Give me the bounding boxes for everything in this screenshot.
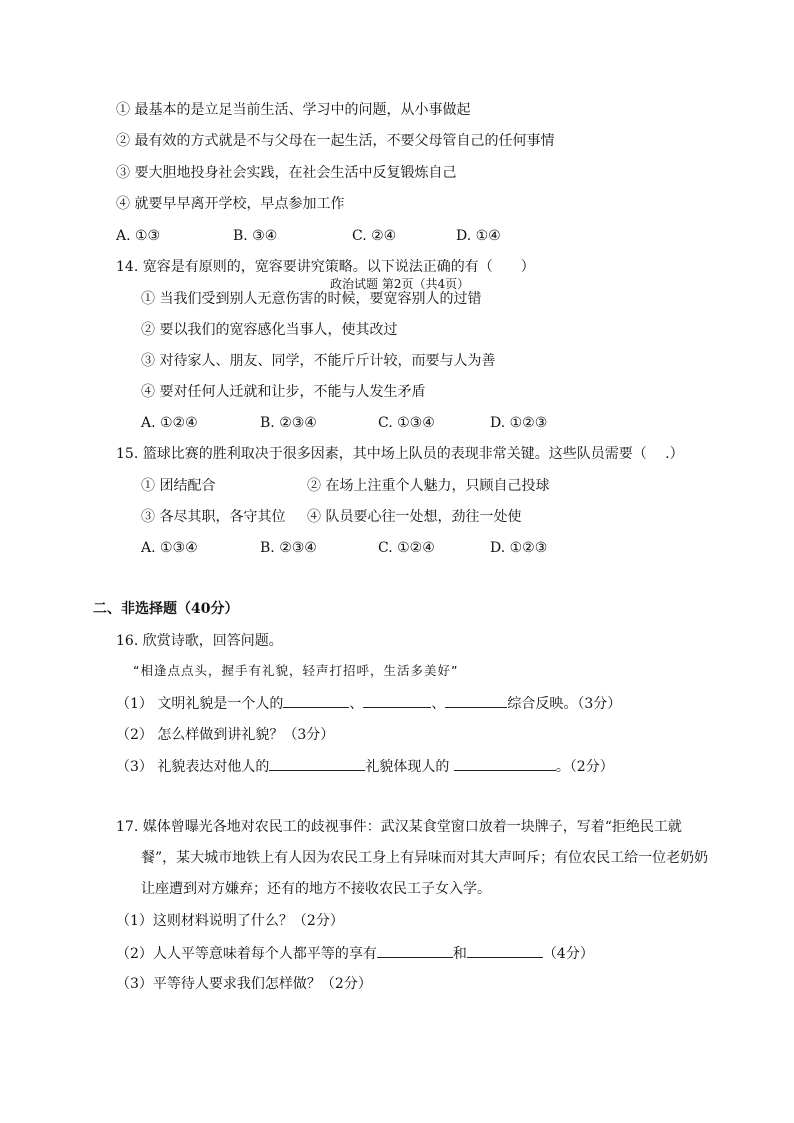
q14-choice-b: B. ②③④ — [260, 415, 317, 431]
q16-sub-2: （2） 怎么样做到讲礼貌？（3分） — [116, 727, 335, 743]
q14-statement-2: ② 要以我们的宽容感化当事人，使其改过 — [141, 322, 398, 338]
q15-statement-4: ④ 队员要心往一处想，劲往一处使 — [307, 509, 522, 525]
q17-sub-2: （2）人人平等意味着每个人都平等的享有 和 （4分） — [116, 943, 594, 964]
q16-sub-1: （1） 文明礼貌是一个人的 、 、 综合反映。（3分） — [116, 693, 621, 714]
q13-choice-a: A. ①③ — [116, 228, 161, 244]
page-footer: 政治试题 第2页（共4页） — [330, 277, 470, 291]
q13-choice-c: C. ②④ — [352, 228, 397, 244]
q13-statement-1: ① 最基本的是立足当前生活、学习中的问题，从小事做起 — [116, 102, 471, 118]
answer-blank[interactable] — [467, 943, 543, 958]
answer-blank[interactable] — [445, 693, 507, 708]
q15-statement-1: ① 团结配合 — [141, 478, 216, 494]
q13-statement-2: ② 最有效的方式就是不与父母在一起生活，不要父母管自己的任何事情 — [116, 133, 555, 149]
q15-choice-a: A. ①③④ — [141, 540, 198, 556]
q15-question: 15. 篮球比赛的胜利取决于很多因素，其中场上队员的表现非常关键。这些队员需要（ .） — [116, 446, 684, 462]
answer-blank[interactable] — [454, 756, 556, 771]
answer-blank[interactable] — [283, 693, 349, 708]
q14-choice-d: D. ①②③ — [490, 415, 548, 431]
q15-statement-2: ② 在场上注重个人魅力，只顾自己投球 — [307, 478, 550, 494]
q15-choice-d: D. ①②③ — [490, 540, 548, 556]
answer-blank[interactable] — [377, 943, 453, 958]
answer-blank[interactable] — [363, 693, 431, 708]
q14-choice-c: C. ①③④ — [378, 415, 435, 431]
q16-sub-3: （3） 礼貌表达对他人的 礼貌体现人的 。（2分） — [116, 756, 614, 777]
q13-choice-b: B. ③④ — [233, 228, 278, 244]
q15-choice-c: C. ①②④ — [378, 540, 435, 556]
q14-question: 14. 宽容是有原则的，宽容要讲究策略。以下说法正确的有（ ） — [116, 259, 535, 275]
section-heading: 二、非选择题（40分） — [93, 601, 239, 617]
q14-statement-3: ③ 对待家人、朋友、同学，不能斤斤计较，而要与人为善 — [141, 353, 496, 369]
q13-choice-d: D. ①④ — [456, 228, 501, 244]
answer-blank[interactable] — [269, 756, 365, 771]
q15-choice-b: B. ②③④ — [260, 540, 317, 556]
q13-statement-3: ③ 要大胆地投身社会实践，在社会生活中反复锻炼自己 — [116, 165, 457, 181]
q15-statement-3: ③ 各尽其职，各守其位 — [141, 509, 286, 525]
q14-choice-a: A. ①②④ — [141, 415, 198, 431]
q17-sub-3: （3）平等待人要求我们怎样做？（2分） — [116, 976, 372, 992]
q13-statement-4: ④ 就要早早离开学校，早点参加工作 — [116, 196, 345, 212]
q17-sub-1: （1）这则材料说明了什么？（2分） — [116, 913, 344, 929]
q14-statement-4: ④ 要对任何人迁就和让步，不能与人发生矛盾 — [141, 384, 426, 400]
q16-poem: “相逢点点头，握手有礼貌，轻声打招呼，生活多美好” — [133, 663, 459, 678]
q17-question-line-2: 餐”，某大城市地铁上有人因为农民工身上有异味而对其大声呵斥；有位农民工给一位老奶奶 — [141, 850, 709, 866]
q16-question: 16. 欣赏诗歌，回答问题。 — [116, 633, 283, 649]
q14-statement-1: ① 当我们受到别人无意伤害的时候，要宽容别人的过错 — [141, 291, 482, 307]
q17-question-line-1: 17. 媒体曾曝光各地对农民工的歧视事件：武汉某食堂窗口放着一块牌子，写着“拒绝民工就 — [116, 819, 682, 835]
q17-question-line-3: 让座遭到对方嫌弃；还有的地方不接收农民工子女入学。 — [141, 881, 491, 897]
